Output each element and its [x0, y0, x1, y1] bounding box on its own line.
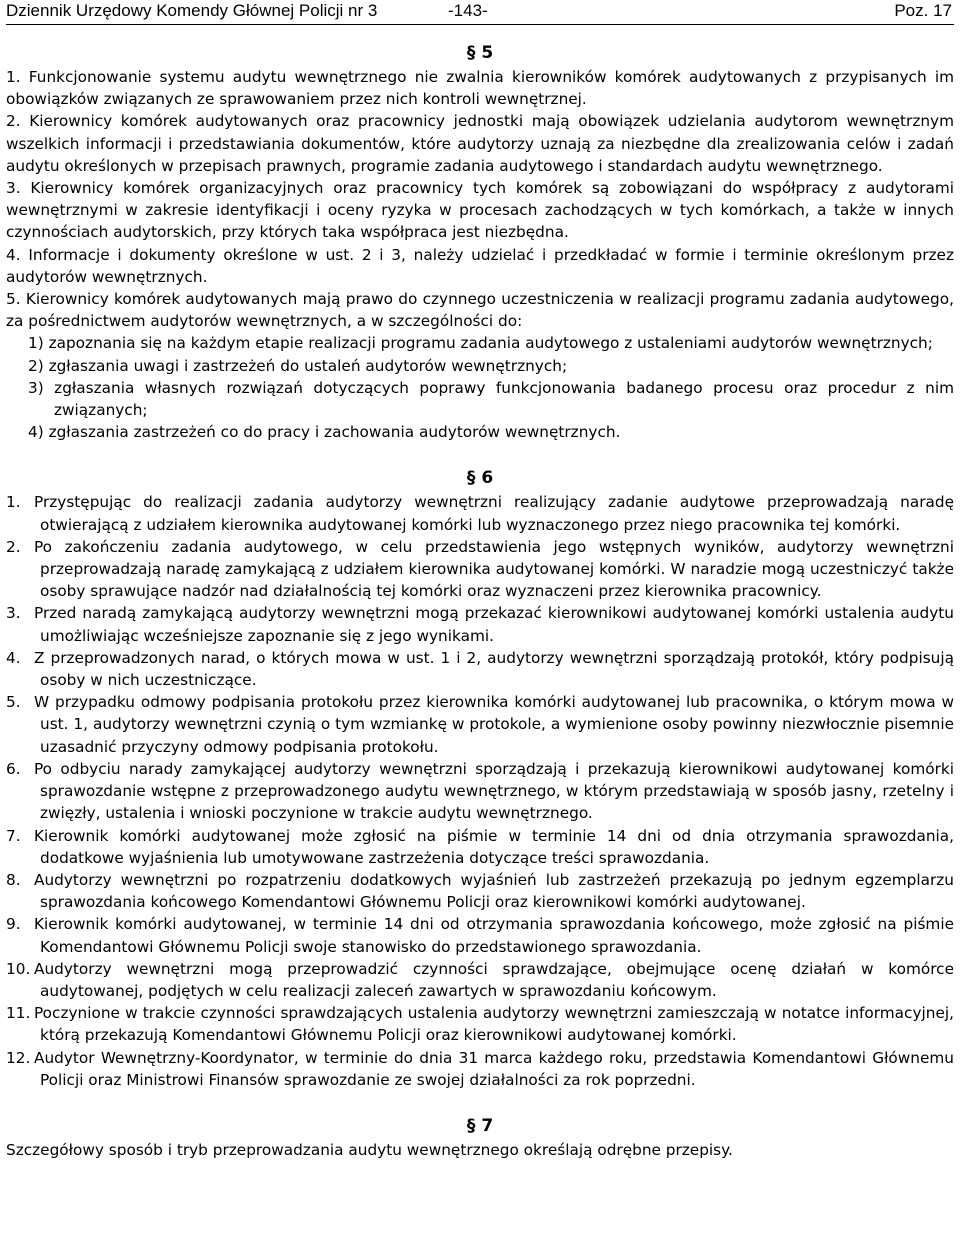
- document-body: [6, 40, 954, 1161]
- point-text: Z przeprowadzonych narad, o których mowa w ust. 1 i 2, audytorzy wewnętrzni sporządzają protokół, który podpisują osoby w nich uczestniczące.: [34, 648, 954, 690]
- point-number: 3.: [6, 604, 21, 623]
- point-text: Przystępując do realizacji zadania audytorzy wewnętrzni realizujący zadanie audytowe przeprowadzają naradę otwierającą z udziałem kierownika audytowanej komórki lub wyznaczonego przez niego pracownika tej komórki.: [34, 493, 954, 534]
- section-6-heading: § 6: [466, 468, 494, 489]
- section-6-point: [6, 869, 954, 913]
- section-5-point-4: 4. Informacje i dokumenty określone w ust. 2 i 3, należy udzielać i przedkładać w formie i terminie określonym przez audytorów wewnętrznych.: [6, 245, 954, 286]
- section-5-point-2: 2. Kierownicy komórek audytowanych oraz pracownicy jednostki mają obowiązek udzielania audytorom wewnętrznym wszelkich informacji i przedstawiania dokumentów, które audytorzy uznają za niezbędne dla zrealizowania celów i zadań audytu określonych w przepisach prawnych, programie zadania audytowego i standardach audytu wewnętrznego.: [6, 112, 954, 175]
- point-text: Po zakończeniu zadania audytowego, w celu przedstawienia jego wstępnych wyników, audytorzy wewnętrzni przeprowadzają naradę zamykającą z udziałem kierownika audytowanej komórki. W naradzie mogą uczestniczyć także osoby sprawujące nadzór nad działalnością tej komórki oraz wyznaczeni przez kierownika pracownicy.: [34, 537, 954, 601]
- section-6-point: [6, 825, 954, 869]
- section-5-heading: § 5: [466, 43, 494, 63]
- point-text: Audytorzy wewnętrzni mogą przeprowadzić czynności sprawdzające, obejmujące ocenę działań w komórce audytowanej, podjętych w celu realizacji zaleceń zawartych w sprawozdaniu końcowym.: [34, 959, 954, 1000]
- paragraph-symbol: §: [466, 43, 476, 63]
- section-6-point: [6, 691, 954, 758]
- point-number: 2.: [6, 537, 21, 556]
- point-text: Po odbyciu narady zamykającej audytorzy wewnętrzni sporządzają i przekazują kierownikowi audytowanej komórki sprawozdanie wstępne z przeprowadzonego audytu wewnętrznego, w którym przedstawiają w sposób jasny, rzetelny i zwięzły, ustalenia i wnioski poczynione w trakcie audytu wewnętrznego.: [34, 759, 954, 823]
- point-number: 10.: [6, 959, 31, 978]
- section-5-point-5: 5. Kierownicy komórek audytowanych mają prawo do czynnego uczestniczenia w realizacji programu zadania audytowego, za pośrednictwem audytorów wewnętrznych, a w szczególności do:: [6, 290, 954, 331]
- section-7-text: Szczegółowy sposób i tryb przeprowadzania audytu wewnętrznego określają odrębne przepisy.: [6, 1140, 733, 1159]
- section-5-subpoint: 1) zapoznania się na każdym etapie realizacji programu zadania audytowego z ustaleniami audytorów wewnętrznych;: [28, 334, 933, 353]
- section-6-point: [6, 647, 954, 691]
- section-5-point-3: 3. Kierownicy komórek organizacyjnych oraz pracownicy tych komórek są zobowiązani do współpracy z audytorami wewnętrznymi w zakresie identyfikacji i oceny ryzyka w procesach zachodzących w tych komórkach, a także w innych czynnościach audytorskich, przy których taka współpraca jest niezbędna.: [6, 179, 954, 242]
- point-text: Audytorzy wewnętrzni po rozpatrzeniu dodatkowych wyjaśnień lub zastrzeżeń przekazują po jednym egzemplarzu sprawozdania końcowego Komendantowi Głównemu Policji oraz kierownikowi komórki audytowanej.: [34, 870, 954, 912]
- section-5-subpoint: 3) zgłaszania własnych rozwiązań dotyczących poprawy funkcjonowania badanego procesu oraz procedur z nim związanych;: [28, 378, 954, 420]
- section-5-point-1: 1. Funkcjonowanie systemu audytu wewnętrznego nie zwalnia kierowników komórek audytowanych z przypisanych im obowiązków związanych ze sprawowaniem przez nich kontroli wewnętrznej.: [6, 68, 954, 109]
- section-6-point: [6, 1047, 954, 1091]
- section-5-subpoint: 4) zgłaszania zastrzeżeń co do pracy i zachowania audytorów wewnętrznych.: [28, 423, 621, 442]
- point-text: Kierownik komórki audytowanej może zgłosić na piśmie w terminie 14 dni od dnia otrzymania sprawozdania, dodatkowe wyjaśnienia lub umotywowane zastrzeżenia dotyczące treści sprawozdania.: [34, 826, 954, 867]
- section-7-heading: § 7: [466, 1115, 494, 1136]
- point-text: W przypadku odmowy podpisania protokołu przez kierownika komórki audytowanej lub pracownika, o którym mowa w ust. 1, audytorzy wewnętrzni czynią o tym wzmiankę w protokole, a wymienione osoby powinny niezwłocznie pisemnie uzasadnić przyczyny odmowy podpisania protokołu.: [34, 693, 954, 756]
- section-6-point: [6, 1002, 954, 1046]
- section-6-point: [6, 491, 954, 535]
- section-6-point: [6, 758, 954, 825]
- position-number: Poz. 17: [894, 1, 952, 20]
- section-6-point: [6, 913, 954, 957]
- point-text: Kierownik komórki audytowanej, w terminie 14 dni od otrzymania sprawozdania końcowego, może zgłosić na piśmie Komendantowi Głównemu Policji swoje stanowisko do przedstawionego sprawozdania.: [34, 915, 954, 956]
- point-text: Przed naradą zamykającą audytorzy wewnętrzni mogą przekazać kierownikowi audytowanej komórki ustalenia audytu umożliwiając wcześniejsze zapoznanie się z jego wynikami.: [34, 604, 954, 645]
- point-number: 11.: [6, 1004, 31, 1023]
- paragraph-symbol: §: [466, 468, 476, 489]
- point-number: 5.: [6, 693, 21, 712]
- page-number: -143-: [448, 1, 488, 20]
- section-6-point: [6, 536, 954, 603]
- point-number: 6.: [6, 759, 21, 778]
- point-number: 12.: [6, 1048, 31, 1067]
- paragraph-symbol: §: [466, 1115, 476, 1136]
- point-number: 8.: [6, 870, 21, 889]
- point-text: Audytor Wewnętrzny-Koordynator, w terminie do dnia 31 marca każdego roku, przedstawia Komendantowi Głównemu Policji oraz Ministrowi Finansów sprawozdanie ze swojej działalności za rok poprzedni.: [34, 1048, 954, 1089]
- journal-title: Dziennik Urzędowy Komendy Głównej Policji nr 3: [6, 1, 378, 20]
- section-5-subpoint: 2) zgłaszania uwagi i zastrzeżeń do ustaleń audytorów wewnętrznych;: [28, 356, 568, 375]
- point-number: 7.: [6, 826, 21, 845]
- point-text: Poczynione w trakcie czynności sprawdzających ustalenia audytorzy wewnętrzni zamieszczają w notatce informacyjnej, którą przekazują Komendantowi Głównemu Policji oraz kierownikowi audytowanej komórki.: [34, 1004, 954, 1045]
- point-number: 9.: [6, 915, 21, 934]
- section-6-list: [6, 491, 954, 1090]
- point-number: 1.: [6, 493, 21, 512]
- section-6-point: [6, 602, 954, 646]
- section-6-point: [6, 958, 954, 1002]
- page-header: [6, 0, 954, 25]
- point-number: 4.: [6, 648, 21, 667]
